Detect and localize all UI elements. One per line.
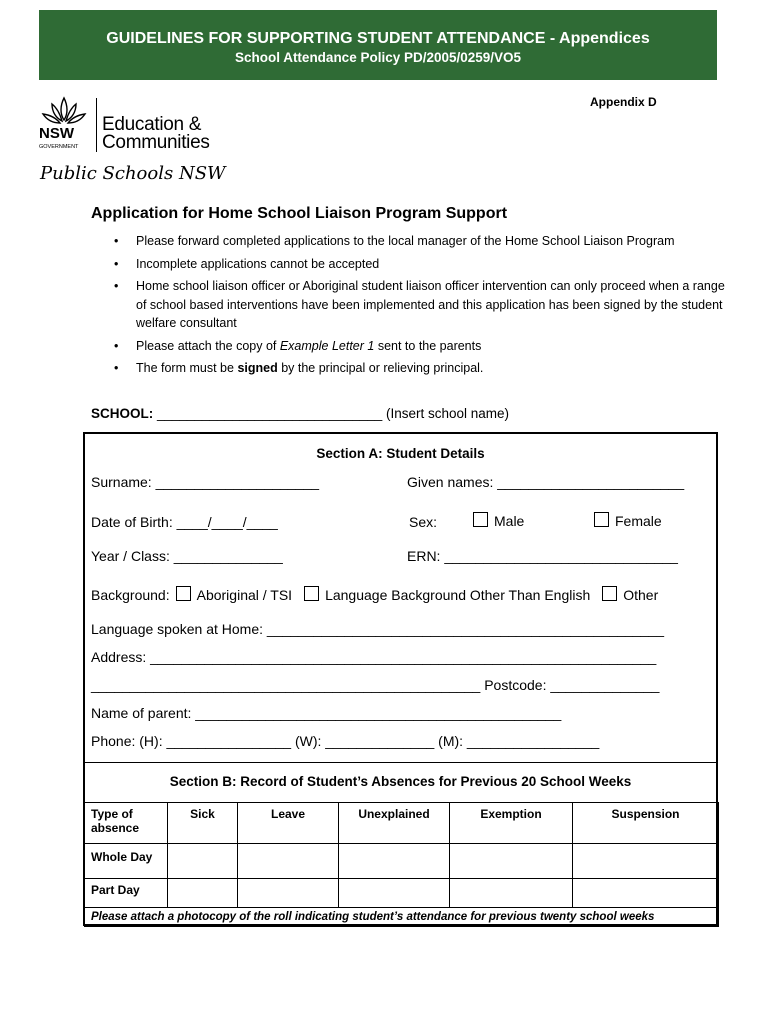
instruction-item: • Please forward completed applications to the local manager of the Home School Liaison Program	[112, 232, 737, 251]
sex-label: Sex:	[409, 514, 438, 530]
other-checkbox[interactable]	[602, 586, 617, 601]
table-cell[interactable]	[450, 844, 573, 879]
row-label: Whole Day	[85, 844, 168, 879]
ern-field[interactable]: ERN: ______________________________	[407, 548, 678, 564]
nsw-wordmark: NSW	[39, 125, 74, 142]
section-divider	[85, 762, 716, 763]
public-schools-script: Public Schools NSW	[40, 163, 226, 184]
attachment-note: Please attach a photocopy of the roll indicating student’s attendance for previous twenty school weeks	[85, 908, 719, 927]
dob-field[interactable]: Date of Birth: ____/____/____	[91, 514, 278, 530]
lbote-checkbox[interactable]	[304, 586, 319, 601]
address-field[interactable]: Address: _________________________________________________________________	[91, 649, 657, 665]
column-header: Unexplained	[339, 803, 450, 844]
background-label: Background:	[91, 587, 170, 603]
surname-field[interactable]: Surname: _____________________	[91, 474, 320, 490]
column-header: Sick	[168, 803, 238, 844]
appendix-label: Appendix D	[590, 95, 657, 109]
table-cell[interactable]	[573, 844, 719, 879]
table-cell[interactable]	[238, 844, 339, 879]
logo-divider	[96, 98, 97, 152]
table-cell[interactable]	[450, 879, 573, 908]
column-header: Type of absence	[85, 803, 168, 844]
section-a-title: Section A: Student Details	[316, 446, 485, 461]
year-class-field[interactable]: Year / Class: ______________	[91, 548, 283, 564]
address-postcode-field[interactable]: __________________________________________________ Postcode: ______________	[91, 677, 660, 693]
table-cell[interactable]	[573, 879, 719, 908]
table-cell[interactable]	[339, 844, 450, 879]
table-note-row	[85, 908, 719, 927]
table-row	[85, 879, 719, 908]
parent-name-field[interactable]: Name of parent: _______________________________________________	[91, 705, 562, 721]
given-names-field[interactable]: Given names: ________________________	[407, 474, 685, 490]
absence-table	[84, 802, 719, 927]
aboriginal-checkbox[interactable]	[176, 586, 191, 601]
form-title: Application for Home School Liaison Program Support	[91, 205, 508, 222]
form-box	[83, 432, 718, 926]
female-option[interactable]: Female	[592, 512, 662, 529]
instruction-item: • The form must be signed by the principal or relieving principal.	[112, 359, 737, 378]
column-header: Suspension	[573, 803, 719, 844]
policy-reference: School Attendance Policy PD/2005/0259/VO5	[234, 50, 522, 65]
row-label: Part Day	[85, 879, 168, 908]
instruction-item: • Home school liaison officer or Aboriginal student liaison officer intervention can only proceed when a range of school based interventions have been implemented and this application has been signed by the student welfare consultant	[112, 277, 737, 333]
header-banner	[39, 10, 717, 80]
background-field: Background: Aboriginal / TSI Language Background Other Than English Other	[91, 587, 659, 603]
column-header: Leave	[238, 803, 339, 844]
instructions-list	[112, 232, 737, 382]
logo-line-communities: Communities	[102, 132, 210, 153]
section-b-title: Section B: Record of Student’s Absences for Previous 20 School Weeks	[169, 774, 632, 789]
table-cell[interactable]	[168, 879, 238, 908]
school-hint: (Insert school name)	[386, 406, 510, 421]
table-cell[interactable]	[238, 879, 339, 908]
nsw-logo	[38, 94, 228, 158]
instruction-item: • Please attach the copy of Example Letter 1 sent to the parents	[112, 337, 737, 356]
table-header-row	[85, 803, 719, 844]
instruction-item: • Incomplete applications cannot be accepted	[112, 255, 737, 274]
school-field[interactable]: SCHOOL: ______________________________ (Insert school name)	[91, 406, 510, 421]
male-checkbox[interactable]	[473, 512, 488, 527]
government-wordmark: GOVERNMENT	[39, 144, 79, 150]
female-checkbox[interactable]	[594, 512, 609, 527]
waratah-icon	[38, 94, 90, 156]
language-field[interactable]: Language spoken at Home: ___________________________________________________	[91, 621, 664, 637]
school-label: SCHOOL:	[91, 406, 154, 421]
column-header: Exemption	[450, 803, 573, 844]
phone-field[interactable]: Phone: (H): ________________ (W): ______________ (M): _________________	[91, 733, 600, 749]
table-cell[interactable]	[339, 879, 450, 908]
table-row	[85, 844, 719, 879]
logo-line-education: Education &	[102, 114, 202, 135]
table-cell[interactable]	[168, 844, 238, 879]
male-option[interactable]: Male	[471, 512, 524, 529]
document-title: GUIDELINES FOR SUPPORTING STUDENT ATTENDANCE - Appendices	[106, 30, 650, 47]
